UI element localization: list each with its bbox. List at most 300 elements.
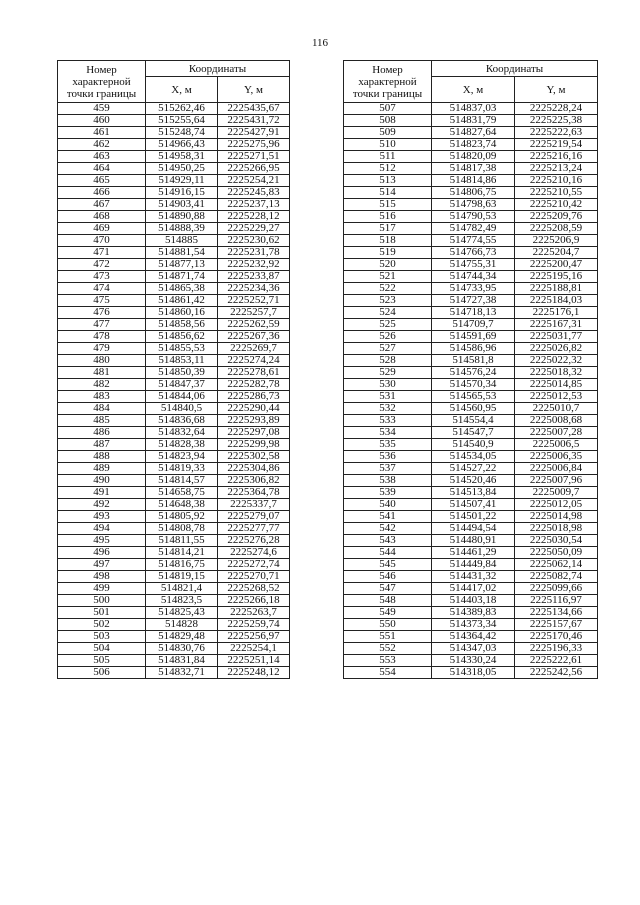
- point-number-cell: 551: [344, 631, 432, 643]
- table-row: [58, 283, 290, 295]
- point-number-cell: 492: [58, 499, 146, 511]
- table-row: [344, 187, 598, 199]
- table-row: [344, 319, 598, 331]
- x-coordinate-cell: 514881,54: [146, 247, 218, 259]
- table-row: [344, 451, 598, 463]
- point-number-cell: 550: [344, 619, 432, 631]
- y-coordinate-cell: 2225256,97: [218, 631, 290, 643]
- x-coordinate-cell: 514855,53: [146, 343, 218, 355]
- x-coordinate-cell: 514766,73: [432, 247, 515, 259]
- y-coordinate-cell: 2225262,59: [218, 319, 290, 331]
- y-coordinate-cell: 2225230,62: [218, 235, 290, 247]
- y-coordinate-cell: 2225279,07: [218, 511, 290, 523]
- y-coordinate-cell: 2225252,71: [218, 295, 290, 307]
- y-coordinate-cell: 2225245,83: [218, 187, 290, 199]
- x-coordinate-cell: 514831,84: [146, 655, 218, 667]
- y-coordinate-cell: 2225170,46: [515, 631, 598, 643]
- point-number-cell: 463: [58, 151, 146, 163]
- table-row: [344, 151, 598, 163]
- table-row: [58, 451, 290, 463]
- y-coordinate-cell: 2225210,16: [515, 175, 598, 187]
- point-number-cell: 504: [58, 643, 146, 655]
- table-row: [344, 223, 598, 235]
- table-row: [58, 259, 290, 271]
- point-number-cell: 546: [344, 571, 432, 583]
- y-coordinate-cell: 2225062,14: [515, 559, 598, 571]
- header-point-number: [344, 61, 432, 103]
- y-coordinate-cell: 2225007,96: [515, 475, 598, 487]
- table-row: [58, 223, 290, 235]
- x-coordinate-cell: 514513,84: [432, 487, 515, 499]
- point-number-cell: 465: [58, 175, 146, 187]
- y-coordinate-cell: 2225297,08: [218, 427, 290, 439]
- x-coordinate-cell: 514823,5: [146, 595, 218, 607]
- y-coordinate-cell: 2225228,24: [515, 103, 598, 115]
- table-row: [344, 463, 598, 475]
- table-row: [58, 139, 290, 151]
- table-row: [344, 175, 598, 187]
- table-row: [58, 151, 290, 163]
- x-coordinate-cell: 514798,63: [432, 199, 515, 211]
- y-coordinate-cell: 2225435,67: [218, 103, 290, 115]
- point-number-cell: 478: [58, 331, 146, 343]
- point-number-cell: 537: [344, 463, 432, 475]
- table-row: [344, 127, 598, 139]
- y-coordinate-cell: 2225337,7: [218, 499, 290, 511]
- x-coordinate-cell: 514821,4: [146, 583, 218, 595]
- point-number-cell: 462: [58, 139, 146, 151]
- y-coordinate-cell: 2225304,86: [218, 463, 290, 475]
- x-coordinate-cell: 514856,62: [146, 331, 218, 343]
- y-coordinate-cell: 2225082,74: [515, 571, 598, 583]
- table-row: [58, 535, 290, 547]
- y-coordinate-cell: 2225270,71: [218, 571, 290, 583]
- x-coordinate-cell: 514825,43: [146, 607, 218, 619]
- x-coordinate-cell: 514461,29: [432, 547, 515, 559]
- table-row: [58, 583, 290, 595]
- y-coordinate-cell: 2225266,18: [218, 595, 290, 607]
- x-coordinate-cell: 514827,64: [432, 127, 515, 139]
- y-coordinate-cell: 2225254,1: [218, 643, 290, 655]
- point-number-cell: 540: [344, 499, 432, 511]
- y-coordinate-cell: 2225208,59: [515, 223, 598, 235]
- table-row: [58, 343, 290, 355]
- table-row: [344, 547, 598, 559]
- table-row: [344, 139, 598, 151]
- point-number-cell: 489: [58, 463, 146, 475]
- x-coordinate-cell: 514494,54: [432, 523, 515, 535]
- y-coordinate-cell: 2225263,7: [218, 607, 290, 619]
- point-number-cell: 514: [344, 187, 432, 199]
- point-number-cell: 531: [344, 391, 432, 403]
- y-coordinate-cell: 2225099,66: [515, 583, 598, 595]
- header-point-number-line1: Номер: [86, 63, 117, 76]
- x-coordinate-cell: 515255,64: [146, 115, 218, 127]
- table-row: [344, 259, 598, 271]
- point-number-cell: 506: [58, 667, 146, 679]
- x-coordinate-cell: 514501,22: [432, 511, 515, 523]
- x-coordinate-cell: 514790,53: [432, 211, 515, 223]
- table-row: [344, 379, 598, 391]
- x-coordinate-cell: 514403,18: [432, 595, 515, 607]
- table-row: [344, 643, 598, 655]
- point-number-cell: 482: [58, 379, 146, 391]
- point-number-cell: 519: [344, 247, 432, 259]
- point-number-cell: 467: [58, 199, 146, 211]
- x-coordinate-cell: 514819,33: [146, 463, 218, 475]
- x-coordinate-cell: 514591,69: [432, 331, 515, 343]
- point-number-cell: 552: [344, 643, 432, 655]
- header-point-number-line2: характерной: [358, 75, 417, 88]
- x-coordinate-cell: 514877,13: [146, 259, 218, 271]
- table-row: [58, 319, 290, 331]
- table-row: [344, 355, 598, 367]
- table-row: [58, 523, 290, 535]
- y-coordinate-cell: 2225213,24: [515, 163, 598, 175]
- y-coordinate-cell: 2225237,13: [218, 199, 290, 211]
- x-coordinate-cell: 514853,11: [146, 355, 218, 367]
- point-number-cell: 501: [58, 607, 146, 619]
- y-coordinate-cell: 2225242,56: [515, 667, 598, 679]
- y-coordinate-cell: 2225225,38: [515, 115, 598, 127]
- x-coordinate-cell: 514966,43: [146, 139, 218, 151]
- y-coordinate-cell: 2225274,6: [218, 547, 290, 559]
- table-row: [58, 619, 290, 631]
- point-number-cell: 553: [344, 655, 432, 667]
- x-coordinate-cell: 514831,79: [432, 115, 515, 127]
- table-row: [58, 475, 290, 487]
- y-coordinate-cell: 2225251,14: [218, 655, 290, 667]
- table-row: [58, 415, 290, 427]
- x-coordinate-cell: 514847,37: [146, 379, 218, 391]
- x-coordinate-cell: 514844,06: [146, 391, 218, 403]
- x-coordinate-cell: 514871,74: [146, 271, 218, 283]
- x-coordinate-cell: 514832,64: [146, 427, 218, 439]
- y-coordinate-cell: 2225012,53: [515, 391, 598, 403]
- point-number-cell: 513: [344, 175, 432, 187]
- point-number-cell: 464: [58, 163, 146, 175]
- y-coordinate-cell: 2225184,03: [515, 295, 598, 307]
- x-coordinate-cell: 514347,03: [432, 643, 515, 655]
- point-number-cell: 494: [58, 523, 146, 535]
- point-number-cell: 459: [58, 103, 146, 115]
- x-coordinate-cell: 514570,34: [432, 379, 515, 391]
- x-coordinate-cell: 514547,7: [432, 427, 515, 439]
- y-coordinate-cell: 2225234,36: [218, 283, 290, 295]
- x-coordinate-cell: 514318,05: [432, 667, 515, 679]
- point-number-cell: 526: [344, 331, 432, 343]
- point-number-cell: 484: [58, 403, 146, 415]
- x-coordinate-cell: 514805,92: [146, 511, 218, 523]
- table-row: [344, 607, 598, 619]
- header-x: X, м: [146, 77, 218, 103]
- y-coordinate-cell: 2225188,81: [515, 283, 598, 295]
- table-row: [344, 283, 598, 295]
- y-coordinate-cell: 2225026,82: [515, 343, 598, 355]
- table-row: [58, 655, 290, 667]
- point-number-cell: 520: [344, 259, 432, 271]
- point-number-cell: 476: [58, 307, 146, 319]
- x-coordinate-cell: 514828,38: [146, 439, 218, 451]
- x-coordinate-cell: 514581,8: [432, 355, 515, 367]
- point-number-cell: 529: [344, 367, 432, 379]
- table-row: [58, 607, 290, 619]
- point-number-cell: 518: [344, 235, 432, 247]
- point-number-cell: 541: [344, 511, 432, 523]
- y-coordinate-cell: 2225222,63: [515, 127, 598, 139]
- point-number-cell: 495: [58, 535, 146, 547]
- table-row: [58, 247, 290, 259]
- x-coordinate-cell: 514836,68: [146, 415, 218, 427]
- x-coordinate-cell: 514814,21: [146, 547, 218, 559]
- point-number-cell: 527: [344, 343, 432, 355]
- y-coordinate-cell: 2225209,76: [515, 211, 598, 223]
- page-number: 116: [311, 37, 329, 49]
- y-coordinate-cell: 2225427,91: [218, 127, 290, 139]
- point-number-cell: 554: [344, 667, 432, 679]
- point-number-cell: 490: [58, 475, 146, 487]
- table-row: [344, 403, 598, 415]
- coordinates-table-right: [343, 60, 598, 679]
- point-number-cell: 532: [344, 403, 432, 415]
- x-coordinate-cell: 514829,48: [146, 631, 218, 643]
- y-coordinate-cell: 2225010,7: [515, 403, 598, 415]
- y-coordinate-cell: 2225228,12: [218, 211, 290, 223]
- point-number-cell: 502: [58, 619, 146, 631]
- y-coordinate-cell: 2225233,87: [218, 271, 290, 283]
- y-coordinate-cell: 2225268,52: [218, 583, 290, 595]
- x-coordinate-cell: 514507,41: [432, 499, 515, 511]
- point-number-cell: 473: [58, 271, 146, 283]
- y-coordinate-cell: 2225006,84: [515, 463, 598, 475]
- table-row: [344, 199, 598, 211]
- y-coordinate-cell: 2225274,24: [218, 355, 290, 367]
- x-coordinate-cell: 514782,49: [432, 223, 515, 235]
- table-row: [344, 415, 598, 427]
- x-coordinate-cell: 514540,9: [432, 439, 515, 451]
- table-row: [344, 487, 598, 499]
- point-number-cell: 544: [344, 547, 432, 559]
- point-number-cell: 474: [58, 283, 146, 295]
- x-coordinate-cell: 514837,03: [432, 103, 515, 115]
- x-coordinate-cell: 514865,38: [146, 283, 218, 295]
- table-row: [58, 211, 290, 223]
- point-number-cell: 475: [58, 295, 146, 307]
- header-point-number-line2: характерной: [72, 75, 131, 88]
- x-coordinate-cell: 514774,55: [432, 235, 515, 247]
- x-coordinate-cell: 514958,31: [146, 151, 218, 163]
- y-coordinate-cell: 2225050,09: [515, 547, 598, 559]
- point-number-cell: 480: [58, 355, 146, 367]
- y-coordinate-cell: 2225216,16: [515, 151, 598, 163]
- y-coordinate-cell: 2225282,78: [218, 379, 290, 391]
- x-coordinate-cell: 514819,15: [146, 571, 218, 583]
- table-row: [344, 115, 598, 127]
- table-row: [58, 307, 290, 319]
- point-number-cell: 515: [344, 199, 432, 211]
- y-coordinate-cell: 2225196,33: [515, 643, 598, 655]
- point-number-cell: 468: [58, 211, 146, 223]
- point-number-cell: 512: [344, 163, 432, 175]
- y-coordinate-cell: 2225299,98: [218, 439, 290, 451]
- header-point-number-line1: Номер: [372, 63, 403, 76]
- point-number-cell: 469: [58, 223, 146, 235]
- x-coordinate-cell: 514534,05: [432, 451, 515, 463]
- x-coordinate-cell: 514814,86: [432, 175, 515, 187]
- header-point-number-line3: точки границы: [66, 87, 137, 100]
- point-number-cell: 508: [344, 115, 432, 127]
- point-number-cell: 486: [58, 427, 146, 439]
- table-row: [344, 343, 598, 355]
- table-row: [58, 355, 290, 367]
- table-row: [344, 499, 598, 511]
- point-number-cell: 491: [58, 487, 146, 499]
- y-coordinate-cell: 2225222,61: [515, 655, 598, 667]
- table-row: [58, 427, 290, 439]
- header-y: Y, м: [515, 77, 598, 103]
- header-point-number-line3: точки границы: [352, 87, 423, 100]
- x-coordinate-cell: 514890,88: [146, 211, 218, 223]
- x-coordinate-cell: 514727,38: [432, 295, 515, 307]
- table-row: [344, 103, 598, 115]
- point-number-cell: 483: [58, 391, 146, 403]
- point-number-cell: 503: [58, 631, 146, 643]
- y-coordinate-cell: 2225306,82: [218, 475, 290, 487]
- x-coordinate-cell: 514903,41: [146, 199, 218, 211]
- y-coordinate-cell: 2225018,32: [515, 367, 598, 379]
- y-coordinate-cell: 2225271,51: [218, 151, 290, 163]
- header-coordinates: Координаты: [146, 61, 290, 77]
- table-row: [58, 331, 290, 343]
- table-row: [58, 559, 290, 571]
- y-coordinate-cell: 2225006,5: [515, 439, 598, 451]
- y-coordinate-cell: 2225012,05: [515, 499, 598, 511]
- table-row: [58, 115, 290, 127]
- header-point-number: [58, 61, 146, 103]
- y-coordinate-cell: 2225431,72: [218, 115, 290, 127]
- point-number-cell: 539: [344, 487, 432, 499]
- coordinates-table-left: [57, 60, 290, 679]
- x-coordinate-cell: 514718,13: [432, 307, 515, 319]
- x-coordinate-cell: 514576,24: [432, 367, 515, 379]
- table-row: [58, 631, 290, 643]
- x-coordinate-cell: 514565,53: [432, 391, 515, 403]
- table-row: [344, 523, 598, 535]
- x-coordinate-cell: 514658,75: [146, 487, 218, 499]
- point-number-cell: 530: [344, 379, 432, 391]
- y-coordinate-cell: 2225272,74: [218, 559, 290, 571]
- y-coordinate-cell: 2225259,74: [218, 619, 290, 631]
- point-number-cell: 471: [58, 247, 146, 259]
- table-row: [344, 235, 598, 247]
- point-number-cell: 488: [58, 451, 146, 463]
- table-row: [58, 175, 290, 187]
- point-number-cell: 517: [344, 223, 432, 235]
- point-number-cell: 485: [58, 415, 146, 427]
- table-row: [344, 475, 598, 487]
- table-row: [58, 667, 290, 679]
- x-coordinate-cell: 514586,96: [432, 343, 515, 355]
- point-number-cell: 543: [344, 535, 432, 547]
- x-coordinate-cell: 514808,78: [146, 523, 218, 535]
- table-row: [58, 511, 290, 523]
- y-coordinate-cell: 2225219,54: [515, 139, 598, 151]
- table-row: [58, 367, 290, 379]
- y-coordinate-cell: 2225266,95: [218, 163, 290, 175]
- point-number-cell: 499: [58, 583, 146, 595]
- table-row: [58, 403, 290, 415]
- point-number-cell: 477: [58, 319, 146, 331]
- point-number-cell: 460: [58, 115, 146, 127]
- x-coordinate-cell: 514744,34: [432, 271, 515, 283]
- y-coordinate-cell: 2225290,44: [218, 403, 290, 415]
- table-row: [58, 163, 290, 175]
- x-coordinate-cell: 514823,74: [432, 139, 515, 151]
- x-coordinate-cell: 514860,16: [146, 307, 218, 319]
- point-number-cell: 461: [58, 127, 146, 139]
- y-coordinate-cell: 2225009,7: [515, 487, 598, 499]
- point-number-cell: 493: [58, 511, 146, 523]
- x-coordinate-cell: 514520,46: [432, 475, 515, 487]
- point-number-cell: 479: [58, 343, 146, 355]
- point-number-cell: 498: [58, 571, 146, 583]
- y-coordinate-cell: 2225210,55: [515, 187, 598, 199]
- point-number-cell: 522: [344, 283, 432, 295]
- table-row: [344, 247, 598, 259]
- x-coordinate-cell: 514806,75: [432, 187, 515, 199]
- x-coordinate-cell: 514554,4: [432, 415, 515, 427]
- point-number-cell: 549: [344, 607, 432, 619]
- x-coordinate-cell: 514828: [146, 619, 218, 631]
- point-number-cell: 523: [344, 295, 432, 307]
- x-coordinate-cell: 514929,11: [146, 175, 218, 187]
- point-number-cell: 507: [344, 103, 432, 115]
- point-number-cell: 524: [344, 307, 432, 319]
- header-y: Y, м: [218, 77, 290, 103]
- x-coordinate-cell: 514823,94: [146, 451, 218, 463]
- table-row: [344, 667, 598, 679]
- x-coordinate-cell: 514330,24: [432, 655, 515, 667]
- table-row: [58, 487, 290, 499]
- point-number-cell: 525: [344, 319, 432, 331]
- x-coordinate-cell: 514861,42: [146, 295, 218, 307]
- point-number-cell: 528: [344, 355, 432, 367]
- point-number-cell: 533: [344, 415, 432, 427]
- y-coordinate-cell: 2225008,68: [515, 415, 598, 427]
- table-row: [58, 187, 290, 199]
- y-coordinate-cell: 2225278,61: [218, 367, 290, 379]
- table-row: [58, 391, 290, 403]
- x-coordinate-cell: 514431,32: [432, 571, 515, 583]
- y-coordinate-cell: 2225204,7: [515, 247, 598, 259]
- x-coordinate-cell: 514858,56: [146, 319, 218, 331]
- table-row: [344, 163, 598, 175]
- x-coordinate-cell: 514364,42: [432, 631, 515, 643]
- x-coordinate-cell: 514389,83: [432, 607, 515, 619]
- point-number-cell: 521: [344, 271, 432, 283]
- y-coordinate-cell: 2225293,89: [218, 415, 290, 427]
- point-number-cell: 481: [58, 367, 146, 379]
- y-coordinate-cell: 2225176,1: [515, 307, 598, 319]
- y-coordinate-cell: 2225210,42: [515, 199, 598, 211]
- y-coordinate-cell: 2225277,77: [218, 523, 290, 535]
- y-coordinate-cell: 2225157,67: [515, 619, 598, 631]
- table-row: [344, 271, 598, 283]
- x-coordinate-cell: 514373,34: [432, 619, 515, 631]
- header-x: X, м: [432, 77, 515, 103]
- x-coordinate-cell: 514811,55: [146, 535, 218, 547]
- table-row: [344, 595, 598, 607]
